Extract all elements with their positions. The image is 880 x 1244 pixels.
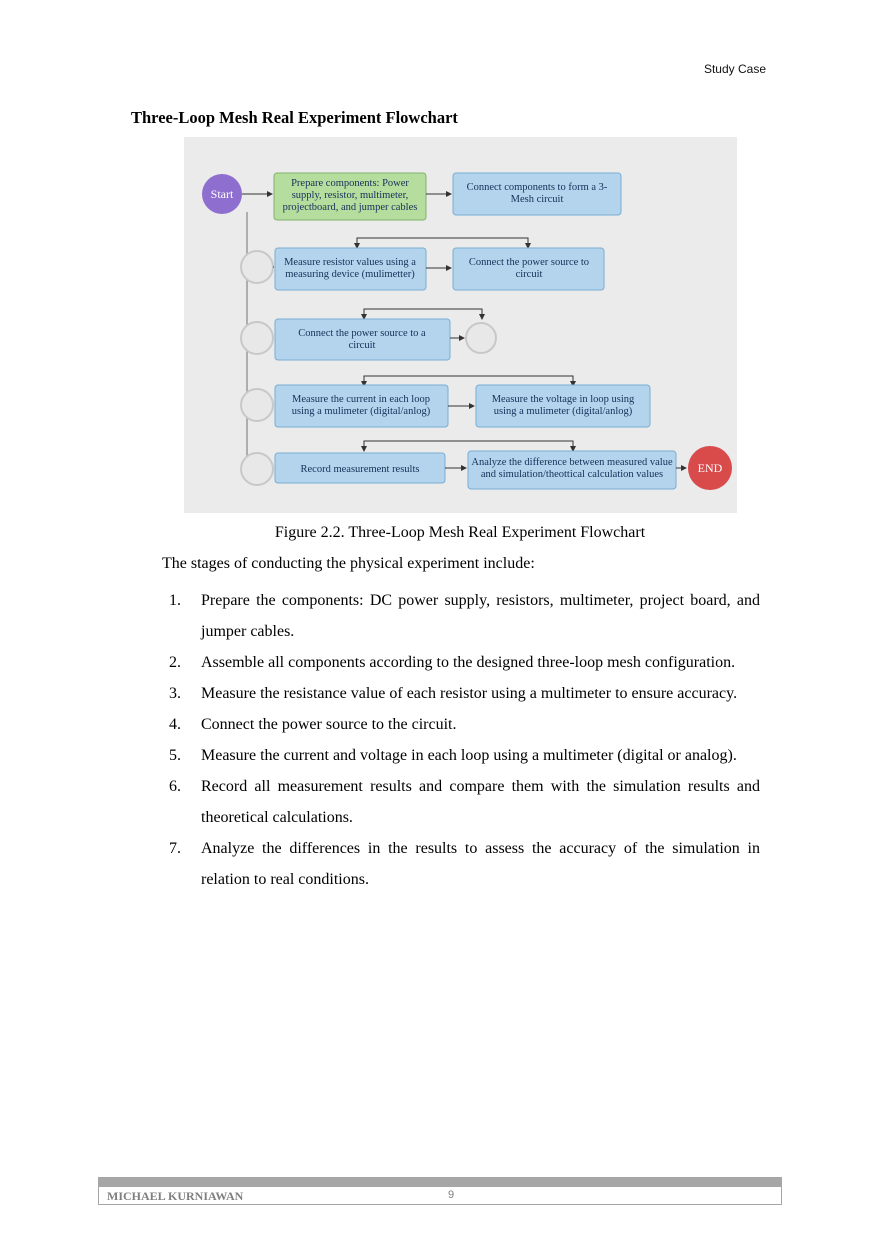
flow-box-line: and simulation/theottical calculation values	[480, 469, 664, 480]
step-node	[241, 453, 273, 485]
flow-box-line: Prepare components: Power	[291, 178, 409, 189]
intro-text: The stages of conducting the physical experiment include:	[162, 555, 535, 572]
flow-box-line: Connect the power source to a	[298, 328, 426, 339]
list-number: 6.	[169, 778, 181, 795]
list-number: 2.	[169, 654, 181, 671]
flow-box-line: Connect components to form a 3-	[466, 182, 608, 193]
step-node	[241, 389, 273, 421]
flow-box-line: Analyze the difference between measured value	[471, 457, 673, 468]
list-text: Analyze the differences in the results to assess the accuracy of the simulation in relation to real conditions.	[201, 840, 760, 888]
flow-box-line: supply, resistor, multimeter,	[291, 190, 409, 201]
flow-box-prepare-text	[283, 178, 418, 213]
list-text: Connect the power source to the circuit.	[201, 716, 457, 733]
list-text: Measure the current and voltage in each loop using a multimeter (digital or analog).	[201, 747, 737, 764]
flow-box-line: circuit	[515, 269, 543, 280]
page-number: 9	[448, 1189, 455, 1201]
list-item	[162, 647, 760, 678]
list-text: Measure the resistance value of each resistor using a multimeter to ensure accuracy.	[201, 685, 738, 702]
flow-box-line: using a mulimeter (digital/anlog)	[291, 406, 431, 417]
steps-list	[162, 585, 760, 895]
list-number: 5.	[169, 747, 181, 764]
flow-box-line: Record measurement results	[300, 464, 420, 475]
flow-box-line: Measure the current in each loop	[292, 394, 430, 405]
flow-box-line: Measure the voltage in loop using	[491, 394, 635, 405]
connector-line	[364, 309, 482, 318]
list-item	[162, 585, 760, 647]
step-node	[241, 322, 273, 354]
list-text: Assemble all components according to the designed three-loop mesh configuration.	[201, 654, 736, 671]
list-number: 4.	[169, 716, 181, 733]
list-number: 3.	[169, 685, 181, 702]
flow-box-measure-voltage-text	[492, 394, 635, 417]
list-item	[162, 678, 760, 709]
flow-box-measure-current-text	[292, 394, 431, 417]
end-label: END	[697, 461, 723, 475]
flow-box-analyze-text	[471, 457, 673, 480]
start-label: Start	[210, 187, 234, 201]
list-item	[162, 709, 760, 740]
connector-line	[364, 441, 573, 450]
list-item	[162, 771, 760, 833]
list-number: 7.	[169, 840, 181, 857]
list-item	[162, 833, 760, 895]
flow-box-line: Measure resistor values using a	[284, 257, 416, 268]
flow-box-line: using a mulimeter (digital/anlog)	[493, 406, 633, 417]
flow-box-line: Connect the power source to	[468, 257, 590, 268]
footer-author: MICHAEL KURNIAWAN	[107, 1189, 244, 1203]
footer-bar	[98, 1177, 782, 1187]
list-text: Prepare the components: DC power supply, resistors, multimeter, project board, and jumper cables.	[201, 592, 760, 640]
list-item	[162, 740, 760, 771]
flowchart-diagram	[184, 137, 737, 513]
flow-box-line: measuring device (mulimetter)	[285, 269, 415, 280]
flow-box-line: Mesh circuit	[510, 194, 564, 205]
flow-box-record-text	[301, 464, 420, 475]
flow-box-line: circuit	[348, 340, 376, 351]
flow-box-line: projectboard, and jumper cables	[282, 202, 418, 213]
header-label: Study Case	[703, 62, 766, 76]
empty-node	[466, 323, 496, 353]
section-title: Three-Loop Mesh Real Experiment Flowchart	[131, 108, 458, 127]
connector-line	[364, 376, 573, 385]
list-text: Record all measurement results and compare them with the simulation results and theoretical calculations.	[201, 778, 760, 826]
flowchart-figure	[184, 137, 737, 513]
figure-caption: Figure 2.2. Three-Loop Mesh Real Experiment Flowchart	[274, 524, 646, 541]
list-number: 1.	[169, 592, 181, 609]
connector-line	[357, 238, 528, 247]
flow-box-measure-resistor-text	[284, 257, 416, 280]
step-node	[241, 251, 273, 283]
